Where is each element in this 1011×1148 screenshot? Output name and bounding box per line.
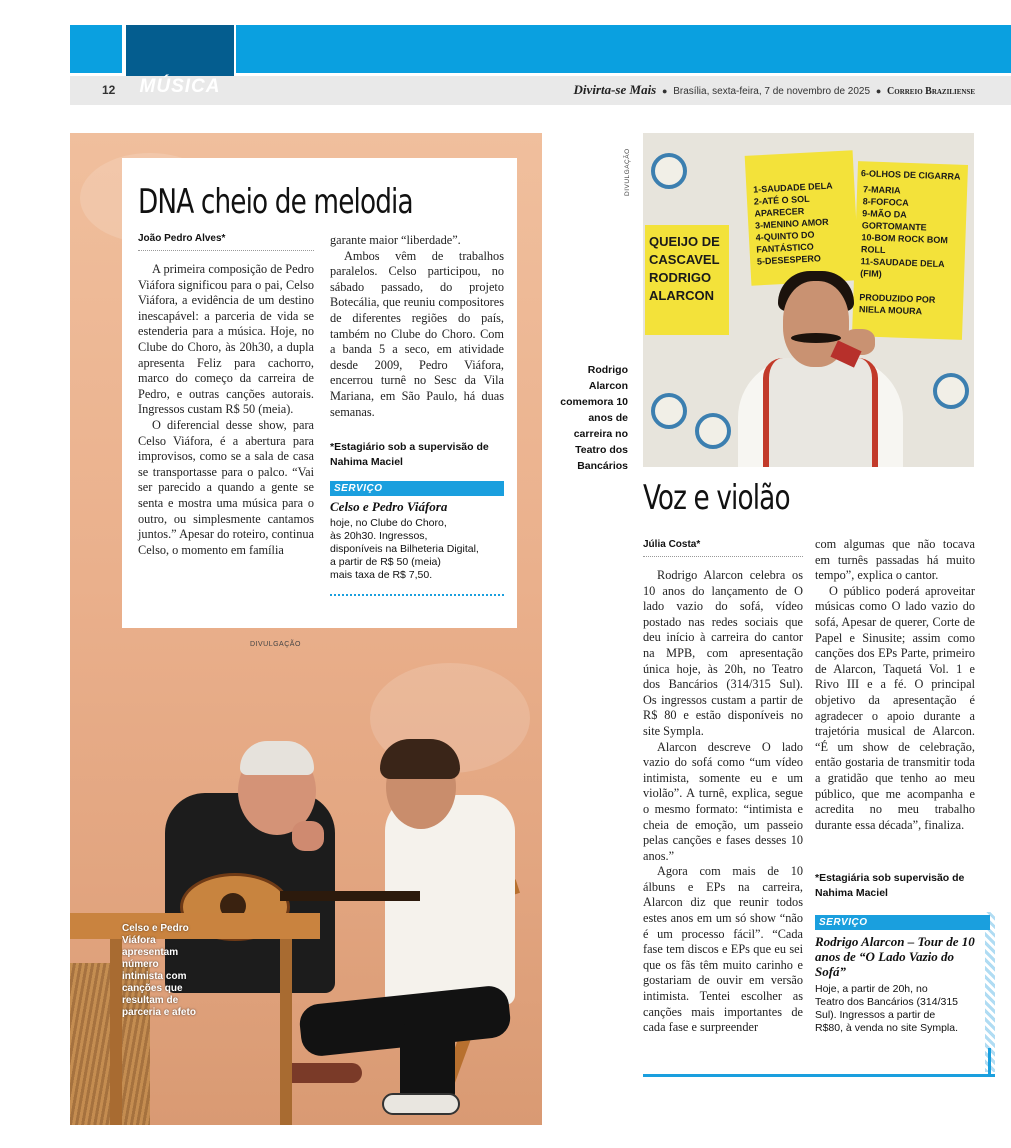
paragraph: A primeira composição de Pedro Viáfora significou para o pai, Celso Viáfora, a evidência de um destino inescapável: a parceria de vida se estenderia para a música. Hoje, no Clube do Choro, às 20h30, a dupla apresenta Feliz para cachorro, marco do começo da carreira de Pedro, e outras canções autorais. Ingressos custam R$ 50 (meia).: [138, 262, 314, 417]
wall-tile: [695, 413, 731, 449]
photo-caption: Celso e Pedro Viáfora apresentam número intimista com canções que resultam de parceria e afeto: [122, 923, 196, 1018]
paragraph: garante maior “liberdade”.: [330, 233, 461, 247]
intern-note: *Estagiário sob a supervisão de Nahima Maciel: [330, 441, 489, 468]
rodrigo-vest: [763, 358, 878, 467]
article-column-1: [643, 568, 803, 1036]
newspaper-name: Correio Braziliense: [887, 86, 975, 97]
separator-dot: ●: [662, 86, 668, 96]
rodrigo-alarcon-photo: [643, 133, 974, 467]
service-details: Hoje, a partir de 20h, no Teatro dos Bancários (314/315 Sul). Ingressos a partir de R$80, à venda no site Sympla.: [815, 983, 959, 1034]
service-label: SERVIÇO: [330, 481, 504, 496]
header-bar-left: [70, 25, 122, 73]
service-title: Celso e Pedro Viáfora: [330, 499, 448, 514]
byline: Júlia Costa*: [643, 539, 701, 550]
service-border: [988, 1048, 991, 1074]
header-info: [574, 82, 975, 98]
byline-rule: [643, 556, 803, 557]
tracklist-text-2: 7-MARIA 8-FOFOCA 9-MÃO DA GORTOMANTE 10-BOM ROCK BOM ROLL 11-SAUDADE DELA (FIM) PRODUZIDO POR NIELA MOURA: [858, 184, 949, 317]
article-column-2: [330, 233, 504, 420]
tracklist-text: 1-SAUDADE DELA 2-ATÉ O SOL APARECER 3-MENINO AMOR 4-QUINTO DO FANTÁSTICO 5-DESESPERO: [752, 180, 833, 267]
intern-note: *Estagiária sob supervisão de Nahima Maciel: [815, 872, 965, 899]
section-title: MÚSICA: [139, 76, 221, 97]
artist-poster-text: QUEIJO DE CASCAVEL RODRIGO ALARCON: [649, 234, 720, 303]
article-dna-box: [122, 158, 517, 648]
paragraph: O diferencial desse show, para Celso Viáfora, é a abertura para improvisos, como se a sala de casa se transportasse para o palco. “Vai ser parecido a quando a gente se senta e mostra uma música para o outro, ou simplesmente cantamos juntos.” Apesar do roteiro, continua Celso, o momento em família: [138, 417, 314, 557]
photo-credit: DIVULGAÇÃO: [250, 641, 301, 648]
paragraph: O público poderá aproveitar músicas como O lado vazio do sofá, Apesar de querer, Corte de Papel e Sinusite; assim como canções dos EPs Parte, primeiro de Alarcon, Taquetá Vol. 1 e Rivo III e a fé. O principal objetivo da apresentação é agradecer o apoio durante a trajetória musical de Alarcon. “É um show de celebração, então gostaria de transmitir toda a gratidão que tenho ao meu público, que me acompanha e acredita no meu trabalho durante essa década”, finaliza.: [815, 583, 975, 832]
service-details: hoje, no Clube do Choro, às 20h30. Ingressos, disponíveis na Bilheteria Digital, a partir de R$ 50 (meia) mais taxa de R$ 7,50.: [330, 517, 479, 581]
byline-rule: [138, 250, 314, 251]
headline: Voz e violão: [643, 478, 790, 518]
tracklist-top-text: 6-OLHOS DE CIGARRA: [860, 168, 961, 182]
celso-hair: [240, 741, 314, 775]
separator-dot: ●: [875, 86, 882, 96]
service-bottom-rule: [643, 1074, 995, 1077]
celso-shoe: [282, 1063, 362, 1083]
wall-tile: [933, 373, 969, 409]
service-title: Rodrigo Alarcon – Tour de 10 anos de “O Lado Vazio do Sofá”: [815, 934, 975, 979]
service-label: SERVIÇO: [815, 915, 990, 930]
table-leg: [110, 939, 122, 1125]
photo-caption: Rodrigo Alarcon comemora 10 anos de carreira no Teatro dos Bancários: [560, 364, 628, 472]
dateline: Brasília, sexta-feira, 7 de novembro de 2025: [673, 86, 871, 97]
byline: João Pedro Alves*: [138, 233, 226, 244]
pedro-shoe: [382, 1093, 460, 1115]
paragraph: Alarcon descreve O lado vazio do sofá como “um vídeo intimista, somente eu e um violão”. A turnê, explica, segue o mesmo formato: “intimista e cheia de emoção, um passeio pelas canções e fases desses 10 anos.”: [643, 739, 803, 863]
pedro-lower-leg: [400, 1023, 455, 1103]
header-bar-right: [236, 25, 1011, 73]
paragraph: Ambos vêm de trabalhos paralelos. Celso participou, no sábado passado, do projeto Botecália, que reuniu compositores de diferentes regiões do país, também no Clube do Choro. Com a banda 5 a seco, em atividade desde 2009, Pedro Viáfora, encerrou turnê no Sesc da Vila Mariana, em São Paulo, há duas semanas.: [330, 248, 504, 419]
wall-tile: [651, 153, 687, 189]
paragraph: com algumas que não tocava em turnês passadas há muito tempo”, explica o cantor.: [815, 537, 975, 583]
article-column-1: [138, 262, 314, 558]
celso-pointing-hand: [292, 821, 324, 851]
headline: DNA cheio de melodia: [138, 182, 413, 222]
table-leg: [280, 939, 292, 1125]
pedro-hair: [380, 739, 460, 779]
wall-tile: [651, 393, 687, 429]
photo-credit: DIVULGAÇÃO: [624, 148, 631, 196]
article-column-2: [815, 537, 975, 833]
page-number: 12: [102, 83, 116, 97]
paragraph: Rodrigo Alarcon celebra os 10 anos do lançamento de O lado vazio do sofá, vídeo postado nas redes sociais que deu início à carreira do cantor na MPB, com apresentação única hoje, às 20h, no Teatro dos Bancários (314/315 Sul). Os ingressos custam a partir de R$ 80 e estão disponíveis no site Sympla.: [643, 568, 803, 738]
rodrigo-mustache: [791, 333, 841, 343]
supplement-name: Divirta-se Mais: [573, 82, 657, 97]
paragraph: Agora com mais de 10 álbuns e EPs na carreira, Alarcon diz que reunir todos estes anos em um só show “não é um processo fácil”. “Cada fase tem discos e EPs que eu sei que os fãs têm muito carinho e gostariam de ouvir em versão intimista. Tentei escolher as canções mais importantes de cada fase e surpreender: [643, 864, 803, 1035]
service-rule: [330, 594, 504, 596]
guitar-neck: [280, 891, 420, 901]
